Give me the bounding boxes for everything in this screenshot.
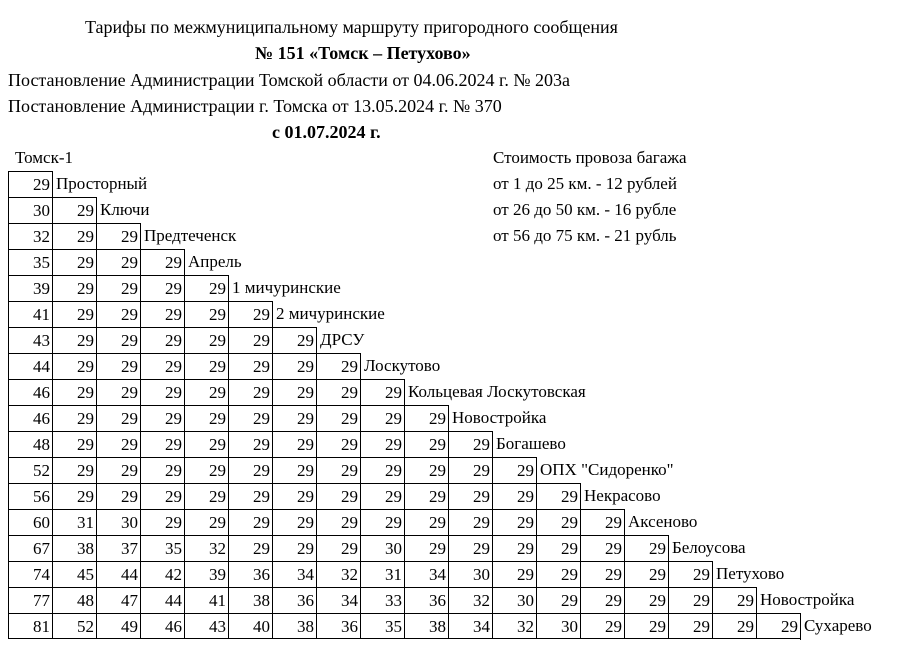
fare-cell: 29	[624, 613, 668, 639]
cell-border	[756, 587, 757, 613]
fare-cell: 29	[404, 483, 448, 509]
fare-cell: 29	[52, 405, 96, 431]
fare-cell: 29	[580, 535, 624, 561]
stop-name: Новостройка	[760, 590, 855, 609]
fare-cell: 29	[404, 457, 448, 483]
fare-cell: 29	[228, 535, 272, 561]
fare-cell: 77	[8, 587, 52, 613]
cell-border	[184, 249, 185, 275]
fare-cell: 29	[52, 457, 96, 483]
fare-cell: 29	[756, 613, 800, 639]
fare-cell: 29	[404, 431, 448, 457]
cell-border	[712, 561, 713, 587]
fare-cell: 29	[492, 535, 536, 561]
fare-cell: 45	[52, 561, 96, 587]
fare-cell: 29	[448, 457, 492, 483]
fare-cell: 32	[492, 613, 536, 639]
fare-cell: 29	[52, 431, 96, 457]
fare-cell: 29	[96, 275, 140, 301]
fare-cell: 29	[52, 197, 96, 223]
cell-border	[96, 197, 97, 223]
fare-cell: 29	[52, 327, 96, 353]
fare-cell: 29	[668, 587, 712, 613]
cell-border	[800, 613, 801, 640]
fare-cell: 36	[272, 587, 316, 613]
fare-cell: 29	[184, 275, 228, 301]
fare-cell: 29	[360, 431, 404, 457]
fare-cell: 29	[536, 509, 580, 535]
baggage-title: Стоимость провоза багажа	[493, 148, 687, 167]
stop-name: Лоскутово	[364, 356, 441, 375]
fare-cell: 48	[52, 587, 96, 613]
fare-cell: 43	[184, 613, 228, 639]
fare-cell: 38	[228, 587, 272, 613]
effective-date: с 01.07.2024 г.	[272, 122, 381, 142]
fare-cell: 29	[96, 353, 140, 379]
fare-cell: 29	[316, 483, 360, 509]
fare-cell: 29	[228, 457, 272, 483]
fare-cell: 29	[624, 561, 668, 587]
fare-cell: 29	[492, 509, 536, 535]
fare-cell: 41	[184, 587, 228, 613]
fare-cell: 35	[140, 535, 184, 561]
fare-cell: 34	[272, 561, 316, 587]
fare-cell: 29	[316, 379, 360, 405]
fare-cell: 29	[96, 301, 140, 327]
cell-border	[316, 327, 317, 353]
fare-cell: 29	[624, 535, 668, 561]
fare-cell: 29	[272, 509, 316, 535]
stop-name: Апрель	[188, 252, 242, 271]
fare-cell: 29	[96, 249, 140, 275]
stop-name: Богашево	[496, 434, 566, 453]
cell-border	[624, 509, 625, 535]
fare-cell: 29	[404, 405, 448, 431]
fare-cell: 29	[668, 613, 712, 639]
fare-cell: 29	[536, 587, 580, 613]
fare-cell: 46	[8, 405, 52, 431]
fare-cell: 34	[404, 561, 448, 587]
fare-cell: 29	[404, 535, 448, 561]
fare-cell: 33	[360, 587, 404, 613]
fare-cell: 29	[492, 457, 536, 483]
fare-cell: 46	[140, 613, 184, 639]
baggage-rate: от 26 до 50 км. - 16 рубле	[493, 200, 677, 219]
stop-name: ДРСУ	[320, 330, 365, 349]
stop-name: 2 мичуринские	[276, 304, 385, 323]
fare-cell: 29	[52, 223, 96, 249]
fare-cell: 38	[272, 613, 316, 639]
fare-cell: 29	[96, 431, 140, 457]
fare-cell: 29	[140, 379, 184, 405]
fare-cell: 29	[712, 613, 756, 639]
cell-border	[536, 457, 537, 483]
fare-cell: 29	[448, 431, 492, 457]
fare-cell: 56	[8, 483, 52, 509]
fare-cell: 29	[52, 483, 96, 509]
fare-cell: 29	[140, 275, 184, 301]
fare-cell: 40	[228, 613, 272, 639]
cell-border	[52, 171, 53, 197]
fare-cell: 30	[492, 587, 536, 613]
fare-cell: 29	[228, 509, 272, 535]
cell-border	[492, 431, 493, 457]
fare-cell: 44	[140, 587, 184, 613]
fare-cell: 29	[96, 327, 140, 353]
fare-cell: 29	[140, 405, 184, 431]
fare-cell: 29	[448, 483, 492, 509]
fare-cell: 35	[360, 613, 404, 639]
cell-border	[404, 379, 405, 405]
fare-cell: 29	[228, 353, 272, 379]
fare-cell: 29	[580, 587, 624, 613]
fare-cell: 43	[8, 327, 52, 353]
fare-cell: 36	[404, 587, 448, 613]
fare-cell: 29	[316, 405, 360, 431]
stop-name: 1 мичуринские	[232, 278, 341, 297]
tariff-title: Тарифы по межмуниципальному маршруту пригородного сообщения	[85, 17, 618, 37]
fare-cell: 29	[624, 587, 668, 613]
fare-cell: 29	[184, 301, 228, 327]
fare-cell: 29	[272, 405, 316, 431]
fare-cell: 29	[184, 431, 228, 457]
stop-name: Новостройка	[452, 408, 547, 427]
fare-cell: 38	[404, 613, 448, 639]
cell-border	[272, 301, 273, 327]
stop-name: Белоусова	[672, 538, 746, 557]
fare-cell: 32	[184, 535, 228, 561]
fare-cell: 29	[360, 457, 404, 483]
fare-cell: 44	[96, 561, 140, 587]
fare-cell: 29	[140, 249, 184, 275]
fare-cell: 31	[360, 561, 404, 587]
fare-cell: 29	[184, 405, 228, 431]
fare-cell: 29	[96, 379, 140, 405]
fare-cell: 29	[96, 457, 140, 483]
fare-cell: 30	[8, 197, 52, 223]
fare-cell: 29	[52, 379, 96, 405]
fare-cell: 81	[8, 613, 52, 639]
stop-name: Просторный	[56, 174, 148, 193]
fare-cell: 36	[228, 561, 272, 587]
fare-cell: 30	[360, 535, 404, 561]
fare-cell: 29	[360, 379, 404, 405]
fare-cell: 39	[184, 561, 228, 587]
stop-name: Предтеченск	[144, 226, 237, 245]
fare-cell: 52	[52, 613, 96, 639]
baggage-rate: от 56 до 75 км. - 21 рубль	[493, 226, 677, 245]
fare-cell: 29	[184, 353, 228, 379]
stop-name: Ключи	[100, 200, 150, 219]
fare-cell: 29	[140, 483, 184, 509]
fare-cell: 29	[272, 327, 316, 353]
fare-cell: 35	[8, 249, 52, 275]
fare-cell: 29	[52, 249, 96, 275]
fare-cell: 29	[536, 561, 580, 587]
fare-cell: 29	[228, 327, 272, 353]
fare-cell: 29	[316, 457, 360, 483]
fare-cell: 32	[448, 587, 492, 613]
fare-cell: 29	[140, 509, 184, 535]
stop-name: Сухарево	[804, 616, 872, 635]
fare-cell: 29	[580, 509, 624, 535]
fare-cell: 29	[316, 431, 360, 457]
fare-cell: 74	[8, 561, 52, 587]
fare-cell: 29	[272, 535, 316, 561]
fare-cell: 29	[228, 483, 272, 509]
stop-name: ОПХ "Сидоренко"	[540, 460, 674, 479]
fare-cell: 29	[316, 509, 360, 535]
fare-cell: 29	[536, 535, 580, 561]
fare-cell: 29	[52, 301, 96, 327]
fare-cell: 29	[184, 327, 228, 353]
cell-border	[140, 223, 141, 249]
fare-cell: 29	[96, 405, 140, 431]
fare-cell: 30	[448, 561, 492, 587]
fare-cell: 34	[448, 613, 492, 639]
fare-cell: 29	[272, 457, 316, 483]
fare-cell: 29	[140, 301, 184, 327]
fare-cell: 29	[360, 509, 404, 535]
fare-cell: 29	[272, 483, 316, 509]
route-title: № 151 «Томск – Петухово»	[255, 43, 471, 63]
fare-cell: 60	[8, 509, 52, 535]
fare-cell: 29	[228, 301, 272, 327]
stop-name: Некрасово	[584, 486, 661, 505]
stop-name: Кольцевая Лоскутовская	[408, 382, 586, 401]
fare-cell: 29	[228, 379, 272, 405]
fare-cell: 29	[228, 405, 272, 431]
fare-cell: 29	[580, 561, 624, 587]
stop-name: Петухово	[716, 564, 785, 583]
fare-cell: 29	[668, 561, 712, 587]
fare-cell: 29	[492, 483, 536, 509]
cell-border	[448, 405, 449, 431]
fare-cell: 29	[360, 405, 404, 431]
cell-border	[228, 275, 229, 301]
fare-cell: 38	[52, 535, 96, 561]
fare-cell: 29	[184, 483, 228, 509]
fare-cell: 29	[580, 613, 624, 639]
fare-cell: 44	[8, 353, 52, 379]
fare-cell: 34	[316, 587, 360, 613]
fare-cell: 29	[228, 431, 272, 457]
fare-cell: 49	[96, 613, 140, 639]
fare-cell: 29	[404, 509, 448, 535]
fare-cell: 36	[316, 613, 360, 639]
fare-cell: 29	[52, 275, 96, 301]
fare-cell: 29	[52, 353, 96, 379]
fare-cell: 29	[184, 379, 228, 405]
fare-cell: 37	[96, 535, 140, 561]
decree-city: Постановление Администрации г. Томска от 13.05.2024 г. № 370	[8, 96, 502, 116]
fare-cell: 29	[140, 457, 184, 483]
fare-cell: 29	[140, 353, 184, 379]
fare-cell: 41	[8, 301, 52, 327]
origin-stop: Томск-1	[15, 148, 74, 167]
fare-cell: 29	[272, 431, 316, 457]
cell-border	[668, 535, 669, 561]
fare-cell: 29	[8, 171, 52, 197]
fare-cell: 29	[184, 509, 228, 535]
fare-cell: 29	[272, 353, 316, 379]
decree-region: Постановление Администрации Томской области от 04.06.2024 г. № 203а	[8, 70, 570, 90]
cell-border	[360, 353, 361, 379]
fare-cell: 32	[316, 561, 360, 587]
fare-cell: 39	[8, 275, 52, 301]
fare-cell: 30	[96, 509, 140, 535]
fare-cell: 29	[96, 483, 140, 509]
fare-cell: 29	[448, 535, 492, 561]
fare-cell: 29	[536, 483, 580, 509]
fare-cell: 67	[8, 535, 52, 561]
fare-cell: 29	[448, 509, 492, 535]
fare-cell: 29	[140, 327, 184, 353]
fare-cell: 29	[140, 431, 184, 457]
fare-cell: 29	[184, 457, 228, 483]
fare-cell: 29	[272, 379, 316, 405]
fare-cell: 32	[8, 223, 52, 249]
fare-cell: 48	[8, 431, 52, 457]
fare-cell: 29	[492, 561, 536, 587]
fare-cell: 47	[96, 587, 140, 613]
fare-cell: 29	[712, 587, 756, 613]
fare-cell: 52	[8, 457, 52, 483]
cell-border	[580, 483, 581, 509]
fare-cell: 42	[140, 561, 184, 587]
fare-cell: 29	[316, 535, 360, 561]
baggage-rate: от 1 до 25 км. - 12 рублей	[493, 174, 677, 193]
fare-cell: 29	[96, 223, 140, 249]
fare-cell: 29	[316, 353, 360, 379]
fare-cell: 31	[52, 509, 96, 535]
fare-cell: 30	[536, 613, 580, 639]
stop-name: Аксеново	[628, 512, 698, 531]
fare-cell: 46	[8, 379, 52, 405]
fare-cell: 29	[360, 483, 404, 509]
